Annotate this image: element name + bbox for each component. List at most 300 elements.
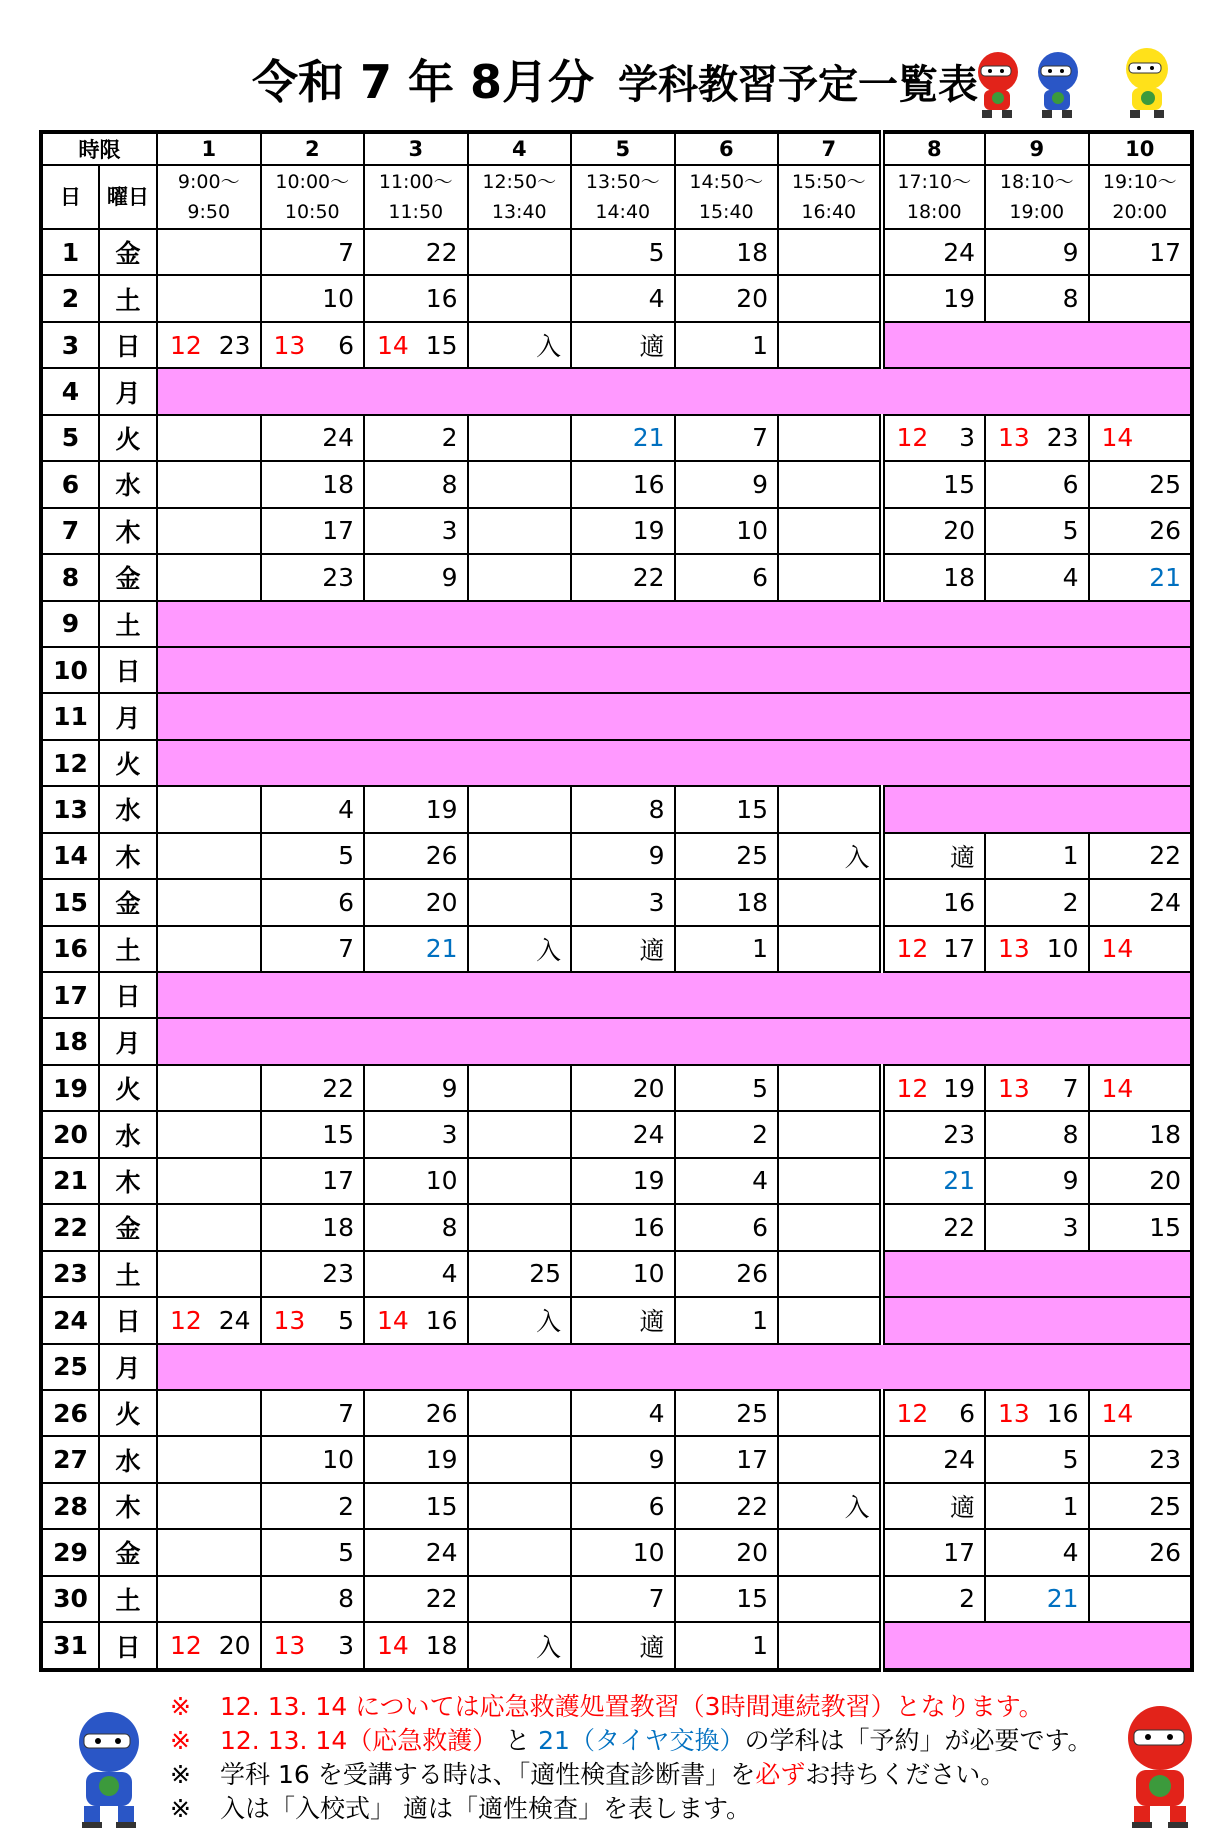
schedule-row bbox=[41, 1529, 1192, 1575]
lesson-cell: 20 bbox=[571, 1065, 675, 1111]
day-number: 27 bbox=[41, 1436, 99, 1482]
closed-day-cell bbox=[157, 1018, 1192, 1064]
lesson-cell: 22 bbox=[571, 554, 675, 600]
day-number: 15 bbox=[41, 879, 99, 925]
lesson-cell bbox=[1089, 1390, 1193, 1436]
lesson-cell: 22 bbox=[364, 229, 468, 275]
lesson-cell: 1 bbox=[675, 322, 779, 368]
schedule-row bbox=[41, 1390, 1192, 1436]
lesson-cell bbox=[778, 1529, 882, 1575]
lesson-cell bbox=[157, 1576, 261, 1622]
notes-section bbox=[170, 1690, 1130, 1826]
lesson-cell bbox=[1089, 1065, 1193, 1111]
lesson-cell: 9 bbox=[571, 1436, 675, 1482]
lesson-cell bbox=[778, 1297, 882, 1343]
lesson-cell: 26 bbox=[1089, 1529, 1193, 1575]
lesson-cell: 6 bbox=[261, 879, 365, 925]
no-class-cell bbox=[882, 1297, 1193, 1343]
lesson-cell bbox=[157, 1483, 261, 1529]
lesson-cell bbox=[778, 275, 882, 321]
weekday: 火 bbox=[99, 740, 157, 786]
lesson-cell bbox=[468, 879, 572, 925]
lesson-cell bbox=[778, 1204, 882, 1250]
lesson-cell: 4 bbox=[985, 554, 1089, 600]
lesson-cell: 20 bbox=[675, 275, 779, 321]
lesson-cell: 10 bbox=[261, 275, 365, 321]
note-text: の学科は「予約」が必要です。 bbox=[744, 1726, 1093, 1755]
lesson-cell: 8 bbox=[985, 1111, 1089, 1157]
lesson-cell: 8 bbox=[985, 275, 1089, 321]
lesson-cell bbox=[778, 926, 882, 972]
lesson-cell: 4 bbox=[571, 1390, 675, 1436]
lesson-cell: 2 bbox=[364, 415, 468, 461]
lesson-cell bbox=[468, 229, 572, 275]
lesson-cell: 8 bbox=[261, 1576, 365, 1622]
first-aid-lesson: 12 bbox=[896, 1398, 929, 1428]
lesson-cell: 18 bbox=[675, 229, 779, 275]
day-number: 30 bbox=[41, 1576, 99, 1622]
weekday: 日 bbox=[99, 1622, 157, 1670]
lesson-cell bbox=[157, 786, 261, 832]
weekday: 火 bbox=[99, 1065, 157, 1111]
period-time: 10:00～ 10:50 bbox=[261, 165, 365, 229]
lesson-cell bbox=[778, 1390, 882, 1436]
closed-day-cell bbox=[157, 1344, 1192, 1390]
closed-day-cell bbox=[157, 601, 1192, 647]
schedule-row bbox=[41, 1158, 1192, 1204]
lesson-cell bbox=[778, 229, 882, 275]
weekday: 日 bbox=[99, 972, 157, 1018]
lesson-cell: 5 bbox=[675, 1065, 779, 1111]
lesson-cell: 26 bbox=[1089, 508, 1193, 554]
weekday: 木 bbox=[99, 508, 157, 554]
lesson-cell bbox=[1089, 415, 1193, 461]
weekday: 土 bbox=[99, 275, 157, 321]
lesson-cell bbox=[157, 1390, 261, 1436]
lesson-cell bbox=[157, 879, 261, 925]
lesson-cell: 6 bbox=[675, 1204, 779, 1250]
lesson-cell bbox=[778, 1065, 882, 1111]
weekday: 金 bbox=[99, 229, 157, 275]
period-time: 15:50～ 16:40 bbox=[778, 165, 882, 229]
lesson-cell: 21 bbox=[571, 415, 675, 461]
weekday: 金 bbox=[99, 1204, 157, 1250]
first-aid-lesson: 14 bbox=[1101, 934, 1134, 964]
schedule-row bbox=[41, 879, 1192, 925]
lesson-cell: 20 bbox=[1089, 1158, 1193, 1204]
lesson-cell bbox=[157, 1529, 261, 1575]
weekday: 月 bbox=[99, 693, 157, 739]
first-aid-lesson: 13 bbox=[998, 934, 1030, 964]
day-number: 19 bbox=[41, 1065, 99, 1111]
lesson-cell bbox=[778, 461, 882, 507]
schedule-row bbox=[41, 1436, 1192, 1482]
lesson-cell: 15 bbox=[261, 1111, 365, 1157]
lesson-cell bbox=[882, 1065, 986, 1111]
weekday: 土 bbox=[99, 1576, 157, 1622]
lesson-cell bbox=[468, 554, 572, 600]
lesson-cell: 26 bbox=[364, 1390, 468, 1436]
period-num: 4 bbox=[468, 132, 572, 165]
lesson-cell: 26 bbox=[364, 833, 468, 879]
day-number: 28 bbox=[41, 1483, 99, 1529]
lesson-cell: 1 bbox=[675, 1297, 779, 1343]
first-aid-lesson: 12 bbox=[896, 934, 929, 964]
lesson-cell: 10 bbox=[364, 1158, 468, 1204]
lesson-cell: 3 bbox=[571, 879, 675, 925]
period-num: 1 bbox=[157, 132, 261, 165]
lesson-cell: 適 bbox=[571, 926, 675, 972]
note-legend bbox=[170, 1792, 1130, 1826]
lesson-cell bbox=[157, 229, 261, 275]
lesson-cell: 22 bbox=[675, 1483, 779, 1529]
weekday: 木 bbox=[99, 1158, 157, 1204]
lesson-cell: 7 bbox=[261, 229, 365, 275]
note-mark: ※ bbox=[170, 1794, 191, 1823]
lesson-cell: 16 bbox=[364, 275, 468, 321]
lesson-cell: 適 bbox=[882, 1483, 986, 1529]
lesson-cell: 1 bbox=[675, 1622, 779, 1670]
lesson-number: 23 bbox=[218, 330, 251, 360]
lesson-cell: 26 bbox=[675, 1251, 779, 1297]
lesson-number: 23 bbox=[1046, 423, 1079, 453]
first-aid-lesson: 14 bbox=[377, 1305, 409, 1335]
lesson-cell bbox=[1089, 926, 1193, 972]
note-first-aid bbox=[170, 1690, 1130, 1724]
lesson-cell: 5 bbox=[261, 1529, 365, 1575]
blue-ninja-mascot-icon bbox=[1028, 48, 1088, 120]
lesson-cell: 3 bbox=[364, 1111, 468, 1157]
lesson-cell: 8 bbox=[364, 1204, 468, 1250]
note-text: 入は「入校式」 適は「適性検査」を表します。 bbox=[220, 1794, 751, 1823]
no-class-cell bbox=[882, 786, 1193, 832]
lesson-cell: 25 bbox=[468, 1251, 572, 1297]
lesson-cell bbox=[468, 1390, 572, 1436]
day-number: 17 bbox=[41, 972, 99, 1018]
lesson-cell: 18 bbox=[261, 1204, 365, 1250]
lesson-cell: 6 bbox=[985, 461, 1089, 507]
schedule-row bbox=[41, 368, 1192, 414]
note-text: お持ちください。 bbox=[805, 1760, 1006, 1789]
period-num: 6 bbox=[675, 132, 779, 165]
lesson-cell: 21 bbox=[1089, 554, 1193, 600]
day-number: 3 bbox=[41, 322, 99, 368]
lesson-cell: 23 bbox=[261, 1251, 365, 1297]
weekday: 土 bbox=[99, 601, 157, 647]
weekday: 土 bbox=[99, 1251, 157, 1297]
first-aid-lesson: 14 bbox=[377, 330, 409, 360]
schedule-row bbox=[41, 1204, 1192, 1250]
lesson-number: 15 bbox=[425, 330, 458, 360]
schedule-row bbox=[41, 1483, 1192, 1529]
weekday: 金 bbox=[99, 1529, 157, 1575]
day-number: 4 bbox=[41, 368, 99, 414]
lesson-cell bbox=[157, 554, 261, 600]
lesson-cell bbox=[468, 1158, 572, 1204]
lesson-cell: 5 bbox=[261, 833, 365, 879]
lesson-cell: 23 bbox=[882, 1111, 986, 1157]
lesson-cell: 23 bbox=[261, 554, 365, 600]
day-number: 12 bbox=[41, 740, 99, 786]
lesson-cell: 入 bbox=[468, 926, 572, 972]
lesson-cell: 10 bbox=[571, 1251, 675, 1297]
first-aid-lesson: 14 bbox=[1101, 423, 1134, 453]
lesson-cell: 6 bbox=[675, 554, 779, 600]
lesson-cell: 24 bbox=[364, 1529, 468, 1575]
schedule-row bbox=[41, 1297, 1192, 1343]
schedule-row bbox=[41, 229, 1192, 275]
period-time-row bbox=[41, 165, 1192, 229]
schedule-row bbox=[41, 740, 1192, 786]
lesson-cell bbox=[468, 1436, 572, 1482]
day-number: 23 bbox=[41, 1251, 99, 1297]
lesson-cell bbox=[778, 1158, 882, 1204]
lesson-number: 5 bbox=[338, 1305, 354, 1335]
lesson-number: 10 bbox=[1046, 934, 1079, 964]
lesson-cell bbox=[468, 786, 572, 832]
lesson-cell bbox=[778, 879, 882, 925]
schedule-row bbox=[41, 322, 1192, 368]
schedule-row bbox=[41, 1065, 1192, 1111]
lesson-number: 16 bbox=[425, 1305, 458, 1335]
lesson-cell bbox=[778, 322, 882, 368]
lesson-cell bbox=[157, 1297, 261, 1343]
lesson-cell bbox=[157, 833, 261, 879]
lesson-cell bbox=[778, 554, 882, 600]
lesson-cell: 10 bbox=[261, 1436, 365, 1482]
closed-day-cell bbox=[157, 972, 1192, 1018]
lesson-cell: 7 bbox=[571, 1576, 675, 1622]
lesson-cell: 適 bbox=[882, 833, 986, 879]
lesson-cell: 15 bbox=[1089, 1204, 1193, 1250]
first-aid-lesson: 13 bbox=[998, 423, 1030, 453]
lesson-cell bbox=[364, 1297, 468, 1343]
lesson-cell: 21 bbox=[882, 1158, 986, 1204]
weekday: 月 bbox=[99, 1344, 157, 1390]
title-sub: 学科教習予定一覧表 bbox=[618, 62, 979, 108]
lesson-cell bbox=[985, 926, 1089, 972]
day-number: 16 bbox=[41, 926, 99, 972]
first-aid-lesson: 12 bbox=[896, 423, 929, 453]
lesson-number: 17 bbox=[943, 934, 975, 964]
lesson-cell: 9 bbox=[571, 833, 675, 879]
lesson-cell: 17 bbox=[675, 1436, 779, 1482]
day-number: 25 bbox=[41, 1344, 99, 1390]
period-num: 3 bbox=[364, 132, 468, 165]
lesson-cell bbox=[157, 926, 261, 972]
note-text: 12. 13. 14 については応急救護処置教習（3時間連続教習）となります。 bbox=[220, 1692, 1044, 1721]
lesson-cell: 入 bbox=[468, 1297, 572, 1343]
lesson-cell bbox=[468, 508, 572, 554]
lesson-cell: 19 bbox=[571, 508, 675, 554]
lesson-cell: 17 bbox=[261, 508, 365, 554]
period-num: 8 bbox=[882, 132, 986, 165]
lesson-cell: 1 bbox=[985, 1483, 1089, 1529]
schedule-row bbox=[41, 647, 1192, 693]
lesson-cell: 22 bbox=[364, 1576, 468, 1622]
first-aid-lesson: 13 bbox=[273, 330, 306, 360]
lesson-cell: 21 bbox=[364, 926, 468, 972]
jigen-label: 時限 bbox=[41, 132, 157, 165]
lesson-cell bbox=[1089, 1576, 1193, 1622]
period-number-row bbox=[41, 132, 1192, 165]
lesson-cell: 24 bbox=[261, 415, 365, 461]
lesson-cell bbox=[778, 1111, 882, 1157]
period-time: 12:50～ 13:40 bbox=[468, 165, 572, 229]
lesson-cell bbox=[778, 508, 882, 554]
schedule-row bbox=[41, 833, 1192, 879]
day-number: 5 bbox=[41, 415, 99, 461]
lesson-cell: 25 bbox=[1089, 1483, 1193, 1529]
lesson-cell bbox=[985, 1390, 1089, 1436]
lesson-number: 6 bbox=[959, 1398, 975, 1428]
lesson-cell bbox=[882, 926, 986, 972]
lesson-cell bbox=[157, 1065, 261, 1111]
note-text: と bbox=[497, 1726, 539, 1755]
lesson-cell bbox=[468, 1576, 572, 1622]
lesson-cell bbox=[364, 1622, 468, 1670]
day-number: 26 bbox=[41, 1390, 99, 1436]
lesson-cell: 19 bbox=[882, 275, 986, 321]
lesson-cell: 入 bbox=[778, 833, 882, 879]
day-number: 1 bbox=[41, 229, 99, 275]
lesson-number: 18 bbox=[425, 1631, 458, 1661]
day-number: 9 bbox=[41, 601, 99, 647]
day-number: 20 bbox=[41, 1111, 99, 1157]
day-number: 31 bbox=[41, 1622, 99, 1670]
weekday: 日 bbox=[99, 1297, 157, 1343]
lesson-cell: 8 bbox=[364, 461, 468, 507]
schedule-row bbox=[41, 926, 1192, 972]
lesson-cell bbox=[468, 415, 572, 461]
schedule-row bbox=[41, 601, 1192, 647]
first-aid-lesson: 13 bbox=[998, 1398, 1030, 1428]
lesson-cell: 22 bbox=[882, 1204, 986, 1250]
weekday-label: 曜日 bbox=[99, 165, 157, 229]
lesson-cell: 5 bbox=[985, 1436, 1089, 1482]
period-time: 18:10～ 19:00 bbox=[985, 165, 1089, 229]
lesson-cell bbox=[261, 1297, 365, 1343]
lesson-cell bbox=[157, 1158, 261, 1204]
lesson-cell: 20 bbox=[882, 508, 986, 554]
first-aid-lesson: 13 bbox=[998, 1073, 1030, 1103]
day-label: 日 bbox=[41, 165, 99, 229]
lesson-cell bbox=[1089, 275, 1193, 321]
period-time: 17:10～ 18:00 bbox=[882, 165, 986, 229]
weekday: 水 bbox=[99, 461, 157, 507]
lesson-number: 6 bbox=[338, 330, 354, 360]
schedule-row bbox=[41, 554, 1192, 600]
note-text: 21（タイヤ交換） bbox=[538, 1726, 745, 1755]
weekday: 月 bbox=[99, 368, 157, 414]
lesson-cell: 2 bbox=[675, 1111, 779, 1157]
lesson-cell: 7 bbox=[675, 415, 779, 461]
first-aid-lesson: 12 bbox=[170, 330, 202, 360]
day-number: 7 bbox=[41, 508, 99, 554]
schedule-row bbox=[41, 1344, 1192, 1390]
lesson-cell bbox=[261, 322, 365, 368]
note-aptitude-certificate bbox=[170, 1758, 1130, 1792]
lesson-cell: 20 bbox=[364, 879, 468, 925]
lesson-cell bbox=[882, 415, 986, 461]
day-number: 10 bbox=[41, 647, 99, 693]
lesson-cell: 9 bbox=[985, 1158, 1089, 1204]
weekday: 日 bbox=[99, 322, 157, 368]
note-text: 必ず bbox=[755, 1760, 806, 1789]
lesson-cell: 15 bbox=[675, 786, 779, 832]
lesson-cell: 17 bbox=[882, 1529, 986, 1575]
lesson-cell: 24 bbox=[882, 229, 986, 275]
lesson-cell bbox=[157, 1622, 261, 1670]
closed-day-cell bbox=[157, 647, 1192, 693]
lesson-cell: 25 bbox=[675, 833, 779, 879]
day-number: 13 bbox=[41, 786, 99, 832]
weekday: 金 bbox=[99, 879, 157, 925]
note-mark: ※ bbox=[170, 1692, 191, 1721]
lesson-cell: 1 bbox=[985, 833, 1089, 879]
day-number: 14 bbox=[41, 833, 99, 879]
lesson-cell bbox=[778, 786, 882, 832]
schedule-row bbox=[41, 786, 1192, 832]
lesson-cell: 24 bbox=[571, 1111, 675, 1157]
period-time: 13:50～ 14:40 bbox=[571, 165, 675, 229]
closed-day-cell bbox=[157, 693, 1192, 739]
day-number: 29 bbox=[41, 1529, 99, 1575]
lesson-cell: 18 bbox=[675, 879, 779, 925]
lesson-cell bbox=[157, 1111, 261, 1157]
lesson-cell bbox=[468, 1065, 572, 1111]
lesson-cell: 2 bbox=[985, 879, 1089, 925]
lesson-cell: 入 bbox=[468, 322, 572, 368]
first-aid-lesson: 14 bbox=[377, 1631, 409, 1661]
lesson-cell: 4 bbox=[985, 1529, 1089, 1575]
schedule-row bbox=[41, 972, 1192, 1018]
weekday: 火 bbox=[99, 415, 157, 461]
lesson-cell bbox=[468, 275, 572, 321]
lesson-cell: 15 bbox=[882, 461, 986, 507]
lesson-cell: 25 bbox=[1089, 461, 1193, 507]
lesson-cell bbox=[157, 1204, 261, 1250]
lesson-cell bbox=[468, 1529, 572, 1575]
schedule-row bbox=[41, 1111, 1192, 1157]
schedule-row bbox=[41, 461, 1192, 507]
lesson-cell: 19 bbox=[364, 1436, 468, 1482]
day-number: 6 bbox=[41, 461, 99, 507]
first-aid-lesson: 12 bbox=[170, 1631, 202, 1661]
weekday: 水 bbox=[99, 786, 157, 832]
weekday: 月 bbox=[99, 1018, 157, 1064]
lesson-cell: 9 bbox=[364, 554, 468, 600]
no-class-cell bbox=[882, 1622, 1193, 1670]
lesson-cell bbox=[157, 275, 261, 321]
lesson-cell: 25 bbox=[675, 1390, 779, 1436]
first-aid-lesson: 13 bbox=[273, 1305, 306, 1335]
schedule-row bbox=[41, 1018, 1192, 1064]
note-mark: ※ bbox=[170, 1726, 191, 1755]
lesson-cell: 1 bbox=[675, 926, 779, 972]
lesson-cell: 9 bbox=[675, 461, 779, 507]
weekday: 日 bbox=[99, 647, 157, 693]
lesson-cell bbox=[157, 508, 261, 554]
schedule-row bbox=[41, 1576, 1192, 1622]
lesson-cell: 24 bbox=[1089, 879, 1193, 925]
lesson-number: 24 bbox=[218, 1305, 251, 1335]
lesson-cell: 16 bbox=[882, 879, 986, 925]
lesson-number: 3 bbox=[959, 423, 975, 453]
no-class-cell bbox=[882, 322, 1193, 368]
first-aid-lesson: 14 bbox=[1101, 1073, 1134, 1103]
period-time: 19:10～ 20:00 bbox=[1089, 165, 1193, 229]
